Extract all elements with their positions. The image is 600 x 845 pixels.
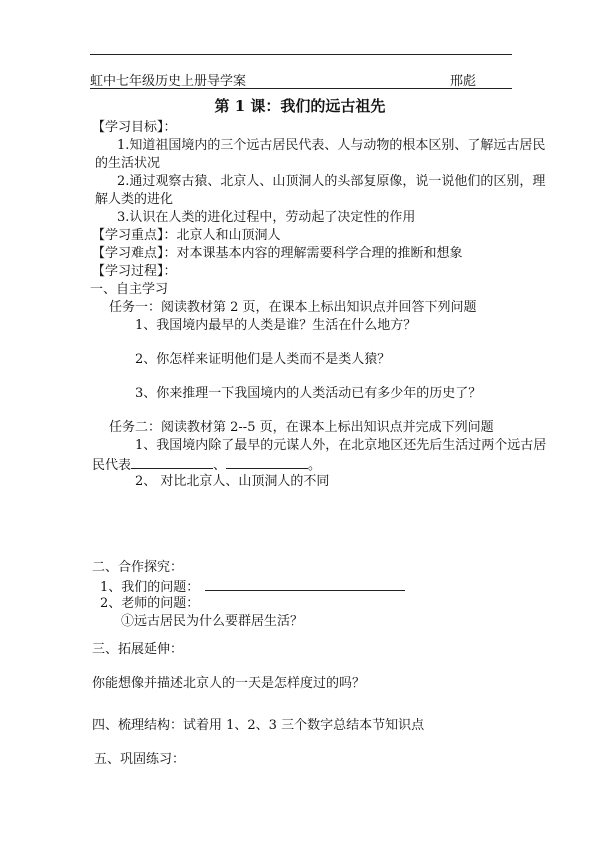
objectives-heading: 【学习目标】： bbox=[92, 120, 177, 135]
our-question-label: 1、我们的问题： bbox=[100, 580, 200, 595]
answer-blank-2[interactable] bbox=[226, 456, 308, 469]
section5-heading: 五、巩固练习： bbox=[94, 752, 186, 767]
objective-2-line2: 解人类的进化 bbox=[95, 192, 174, 207]
difficult-point: 【学习难点】：对本课基本内容的理解需要科学合理的推断和想象 bbox=[92, 246, 463, 261]
task1-text: 任务一：阅读教材第 2 页，在课本上标出知识点并回答下列问题 bbox=[109, 300, 477, 315]
answer-blank-1[interactable] bbox=[131, 456, 213, 469]
teacher-question-1: ①远古居民为什么要群居生活？ bbox=[121, 614, 304, 629]
our-question-blank[interactable] bbox=[205, 578, 405, 591]
teacher-question: 2、老师的问题： bbox=[100, 596, 200, 611]
task2-question-1-line1: 1、我国境内除了最早的元谋人外，在北京地区还先后生活过两个远古居 bbox=[135, 438, 547, 453]
header-author: 邢彪 bbox=[449, 74, 476, 89]
objective-1-line1: 1.知道祖国境内的三个远古居民代表、人与动物的根本区别、了解远古居民 bbox=[117, 138, 546, 153]
objective-1-line2: 的生活状况 bbox=[95, 156, 161, 171]
task2-q1-separator: 、 bbox=[213, 458, 227, 473]
our-question bbox=[100, 578, 405, 596]
section1-heading: 一、自主学习 bbox=[90, 282, 169, 297]
section3-question: 你能想像并描述北京人的一天是怎样度过的吗？ bbox=[92, 676, 366, 691]
page-header bbox=[90, 70, 512, 89]
task2-question-1-line2 bbox=[92, 456, 321, 474]
objective-2-line1: 2.通过观察古猿、北京人、山顶洞人的头部复原像，说一说他们的区别，理 bbox=[117, 174, 546, 189]
header-course: 虹中七年级历史上册导学案 bbox=[90, 74, 247, 89]
section2-heading: 二、合作探究： bbox=[92, 560, 184, 575]
task1-question-1: 1、我国境内最早的人类是谁？生活在什么地方？ bbox=[135, 318, 417, 333]
section4-heading: 四、梳理结构：试着用 1、2、3 三个数字总结本节知识点 bbox=[92, 718, 425, 733]
task2-q1-end: 。 bbox=[308, 458, 322, 473]
objective-3: 3.认识在人类的进化过程中，劳动起了决定性的作用 bbox=[117, 210, 416, 225]
section3-heading: 三、拓展延伸： bbox=[92, 642, 184, 657]
top-rule bbox=[90, 54, 512, 55]
task2-q1-prefix: 民代表 bbox=[92, 458, 132, 473]
task2-question-2: 2、 对比北京人、山顶洞人的不同 bbox=[135, 474, 330, 489]
task1-question-3: 3、你来推理一下我国境内的人类活动已有多少年的历史了？ bbox=[135, 386, 482, 401]
lesson-title: 第 1 课：我们的远古祖先 bbox=[214, 97, 386, 115]
process-heading: 【学习过程】： bbox=[92, 264, 177, 279]
task2-text: 任务二：阅读教材第 2--5 页，在课本上标出知识点并完成下列问题 bbox=[109, 420, 494, 435]
task1-question-2: 2、你怎样来证明他们是人类而不是类人猿？ bbox=[135, 352, 391, 367]
key-point: 【学习重点】：北京人和山顶洞人 bbox=[92, 228, 281, 243]
